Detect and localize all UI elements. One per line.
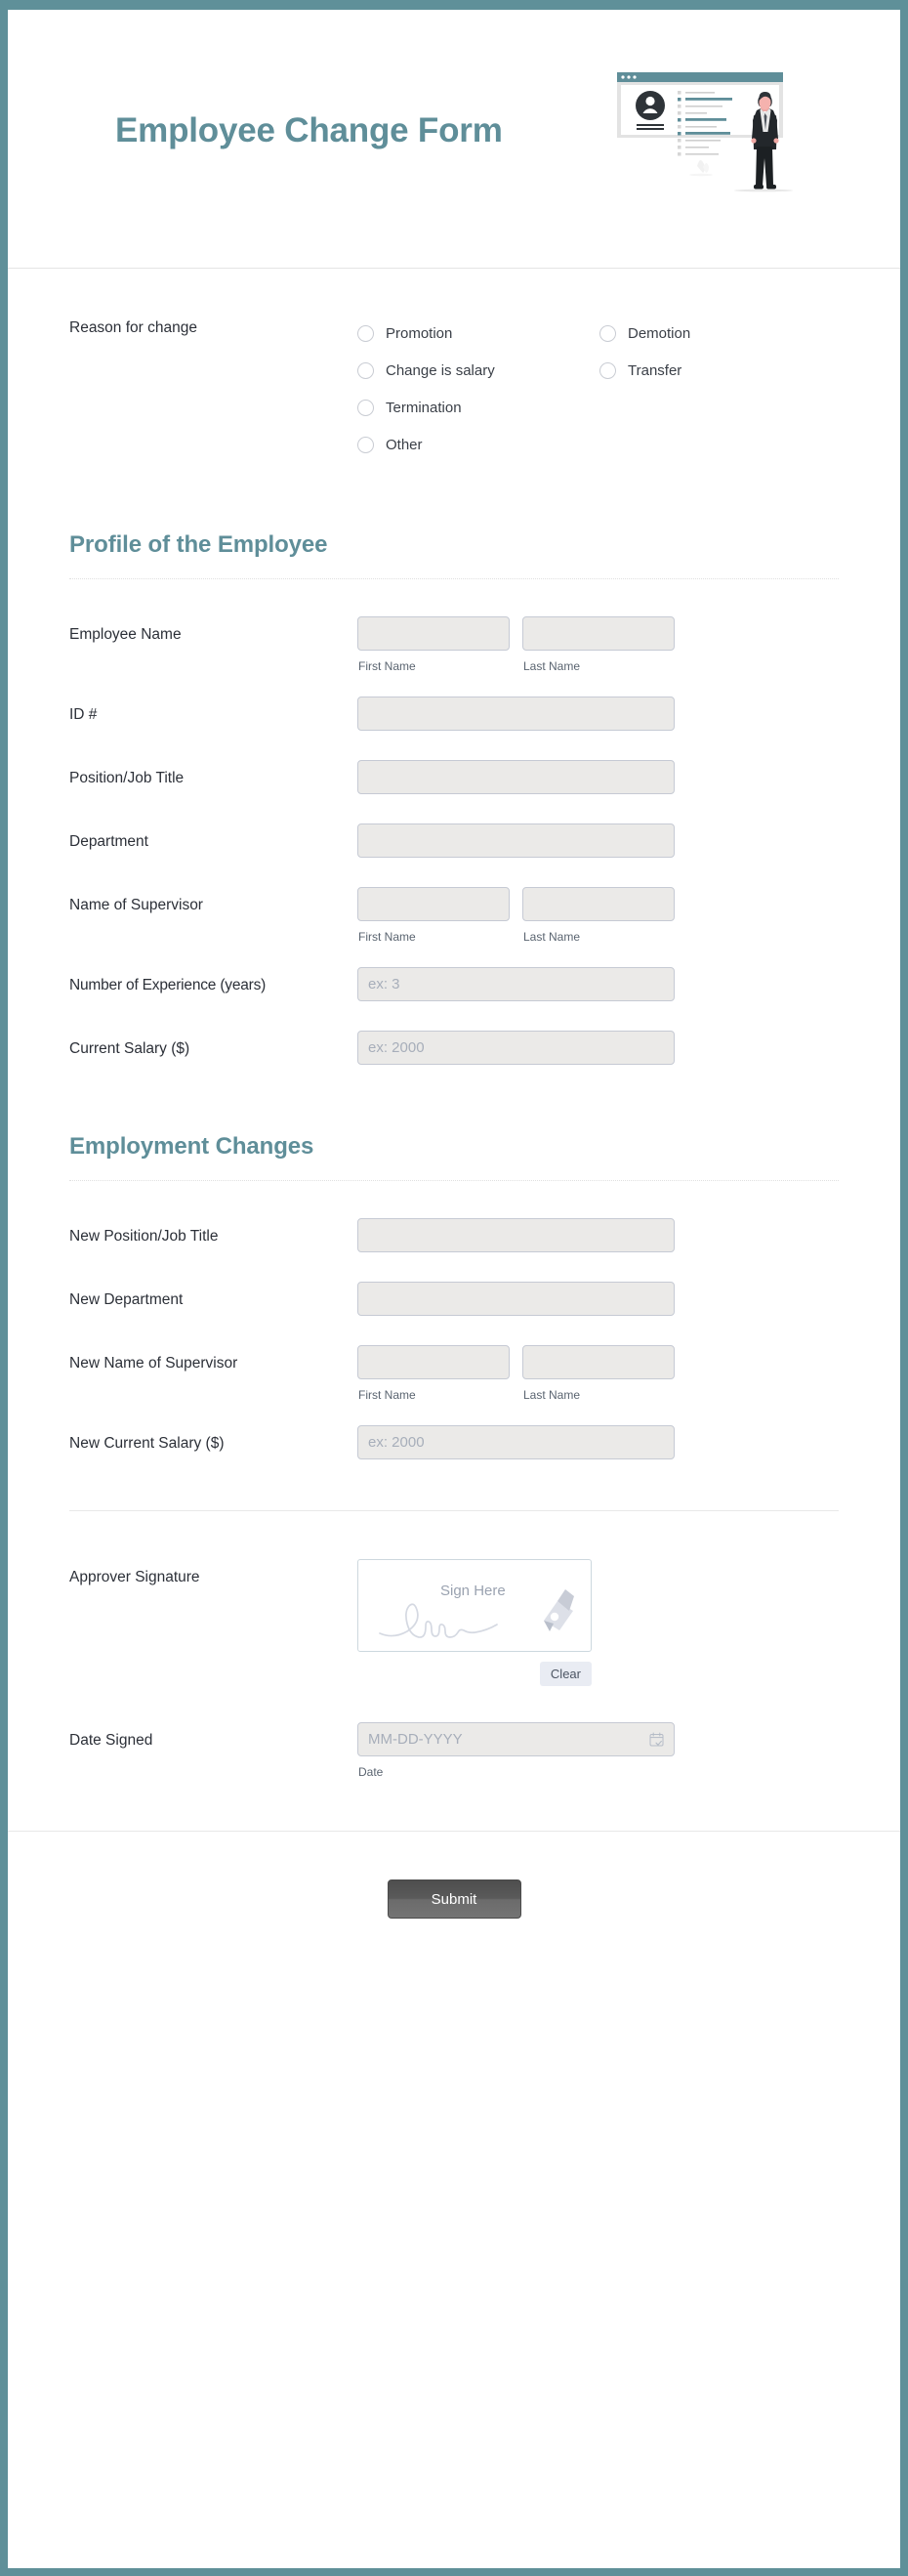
position-job-title-row xyxy=(8,760,900,794)
radio-option-promotion[interactable] xyxy=(357,315,599,352)
last-name-sublabel: Last Name xyxy=(523,659,581,673)
signature-placeholder-art xyxy=(358,1560,591,1651)
new-department-label: New Department xyxy=(69,1291,184,1308)
last-name-sublabel: Last Name xyxy=(523,1388,581,1402)
page-title: Employee Change Form xyxy=(115,111,503,149)
current-salary-row xyxy=(8,1031,900,1065)
approver-signature-label: Approver Signature xyxy=(69,1569,200,1585)
date-signed-label: Date Signed xyxy=(69,1732,153,1749)
radio-option-demotion[interactable] xyxy=(599,315,690,352)
date-signed-input[interactable] xyxy=(357,1722,675,1756)
form-sheet xyxy=(8,10,900,2568)
employee-name-row xyxy=(8,616,900,673)
new-position-input[interactable] xyxy=(357,1218,675,1252)
form-body xyxy=(8,269,900,1919)
new-current-salary-row xyxy=(8,1425,900,1459)
new-supervisor-last-name-cell xyxy=(522,1345,675,1402)
radio-circle-icon[interactable] xyxy=(357,325,374,342)
employment-changes-section-header xyxy=(8,1065,900,1181)
date-sublabel: Date xyxy=(358,1765,384,1779)
radio-label: Demotion xyxy=(628,324,691,342)
new-supervisor-last-name-input[interactable] xyxy=(522,1345,675,1379)
date-signed-row xyxy=(8,1722,900,1779)
new-supervisor-first-name-cell xyxy=(357,1345,510,1402)
new-supervisor-row xyxy=(8,1345,900,1402)
radio-label: Other xyxy=(386,436,423,453)
experience-years-row xyxy=(8,967,900,1001)
new-current-salary-label: New Current Salary ($) xyxy=(69,1435,225,1452)
radio-option-other[interactable] xyxy=(357,426,599,463)
submit-area xyxy=(8,1832,900,1919)
experience-years-input[interactable] xyxy=(357,967,675,1001)
employee-last-name-cell xyxy=(522,616,675,673)
supervisor-last-name-cell xyxy=(522,887,675,944)
employment-changes-section-title: Employment Changes xyxy=(69,1133,314,1160)
supervisor-name-row xyxy=(8,887,900,944)
last-name-sublabel: Last Name xyxy=(523,930,581,944)
new-department-row xyxy=(8,1282,900,1316)
new-supervisor-label: New Name of Supervisor xyxy=(69,1355,238,1372)
supervisor-last-name-input[interactable] xyxy=(522,887,675,921)
supervisor-first-name-cell xyxy=(357,887,510,944)
radio-label: Transfer xyxy=(628,361,682,379)
radio-circle-icon[interactable] xyxy=(357,437,374,453)
reason-radio-column-1 xyxy=(357,315,599,463)
reason-radio-column-2 xyxy=(599,315,690,463)
approver-signature-row xyxy=(8,1559,900,1686)
new-position-label: New Position/Job Title xyxy=(69,1228,219,1245)
employee-first-name-input[interactable] xyxy=(357,616,510,651)
radio-label: Change is salary xyxy=(386,361,495,379)
new-position-row xyxy=(8,1218,900,1252)
id-number-input[interactable] xyxy=(357,697,675,731)
new-current-salary-input[interactable] xyxy=(357,1425,675,1459)
first-name-sublabel: First Name xyxy=(358,659,416,673)
clear-signature-button[interactable]: Clear xyxy=(540,1662,592,1686)
profile-section-header xyxy=(8,463,900,579)
employee-last-name-input[interactable] xyxy=(522,616,675,651)
radio-label: Promotion xyxy=(386,324,453,342)
pen-nib-icon xyxy=(544,1589,574,1631)
new-supervisor-first-name-input[interactable] xyxy=(357,1345,510,1379)
radio-circle-icon[interactable] xyxy=(357,400,374,416)
first-name-sublabel: First Name xyxy=(358,1388,416,1402)
form-header xyxy=(8,10,900,269)
employee-profile-illustration xyxy=(617,57,851,203)
signature-pad[interactable] xyxy=(357,1559,592,1652)
id-number-row xyxy=(8,697,900,731)
radio-option-change-is-salary[interactable] xyxy=(357,352,599,389)
position-job-title-label: Position/Job Title xyxy=(69,770,185,786)
department-row xyxy=(8,823,900,858)
first-name-sublabel: First Name xyxy=(358,930,416,944)
submit-button[interactable]: Submit xyxy=(388,1879,521,1919)
radio-option-transfer[interactable] xyxy=(599,352,690,389)
reason-radio-group xyxy=(357,315,842,463)
department-input[interactable] xyxy=(357,823,675,858)
id-number-label: ID # xyxy=(69,706,98,723)
employee-name-label: Employee Name xyxy=(69,626,182,643)
radio-label: Termination xyxy=(386,399,462,416)
radio-circle-icon[interactable] xyxy=(599,325,616,342)
current-salary-input[interactable] xyxy=(357,1031,675,1065)
radio-option-termination[interactable] xyxy=(357,389,599,426)
position-job-title-input[interactable] xyxy=(357,760,675,794)
radio-circle-icon[interactable] xyxy=(599,362,616,379)
supervisor-name-label: Name of Supervisor xyxy=(69,897,203,913)
sign-here-text: Sign Here xyxy=(440,1583,506,1599)
employee-first-name-cell xyxy=(357,616,510,673)
profile-section-title: Profile of the Employee xyxy=(69,531,328,558)
new-department-input[interactable] xyxy=(357,1282,675,1316)
reason-for-change-row xyxy=(8,269,900,463)
department-label: Department xyxy=(69,833,148,850)
radio-circle-icon[interactable] xyxy=(357,362,374,379)
supervisor-first-name-input[interactable] xyxy=(357,887,510,921)
experience-years-label: Number of Experience (years) xyxy=(69,977,267,993)
current-salary-label: Current Salary ($) xyxy=(69,1040,190,1057)
reason-for-change-label: Reason for change xyxy=(69,319,197,336)
